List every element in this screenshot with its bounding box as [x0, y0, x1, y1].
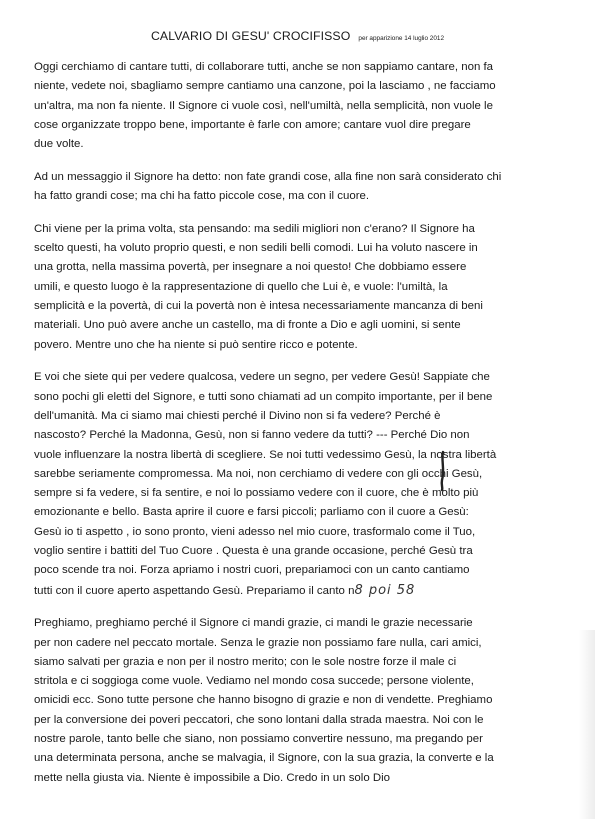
text-line: [34, 691, 569, 710]
line-text: sempre si fa vedere, si fa sentire, e noi lo possiamo vedere con il cuore, che è molto più: [34, 487, 479, 500]
text-line: [34, 297, 569, 316]
line-text: nascosto? Perché la Madonna, Gesù, non si fanno vedere da tutti? --- Perché Dio non: [34, 429, 470, 442]
text-line: [34, 258, 569, 277]
text-line: [34, 484, 569, 503]
text-line: [34, 561, 569, 580]
document-body: [34, 58, 569, 801]
line-text: scelto questi, ha voluto proprio questi, e non sedili belli comodi. Lui ha voluto nascere in: [34, 242, 478, 255]
line-text: umili, e questo luogo è la rappresentazione di quello che Lui è, e vuole: l'umiltà, la: [34, 280, 448, 293]
text-line: [34, 116, 569, 135]
line-text: dell'umanità. Ma ci siamo mai chiesti perché il Divino non si fa vedere? Perché è: [34, 409, 441, 422]
line-text: Gesù io ti aspetto , io sono pronto, vieni adesso nel mio cuore, trasformalo come il Tuo,: [34, 525, 476, 538]
text-line: [34, 168, 569, 187]
text-line: [34, 653, 569, 672]
text-line: [34, 388, 569, 407]
line-text: poco scende tra noi. Forza apriamo i nostri cuori, prepariamoci con un canto cantiamo: [34, 564, 470, 577]
line-text: una grotta, nella massima povertà, per insegnare a noi questo! Che dobbiamo essere: [34, 261, 467, 274]
line-text: un'altra, ma non fa niente. Il Signore ci vuole così, nell'umiltà, nella semplicità, non vuole le: [34, 99, 493, 112]
text-line: [34, 730, 569, 749]
text-line: [34, 316, 569, 335]
text-line: [34, 672, 569, 691]
text-line: [34, 769, 569, 788]
text-line: [34, 368, 569, 387]
line-text: nostre parole, tanto belle che siano, non possiamo convertire nessuno, ma pregando per: [34, 733, 483, 746]
text-line: [34, 58, 569, 77]
line-text: Oggi cerchiamo di cantare tutti, di collaborare tutti, anche se non sappiamo cantare, non fa: [34, 61, 494, 73]
line-text: per la conversione dei poveri peccatori, che sono lontani dalla strada maestra. Noi con le: [34, 713, 484, 726]
text-line: [34, 77, 569, 96]
handwritten-stroke-mark: [438, 450, 448, 492]
text-line: [34, 711, 569, 730]
line-text: sono pochi gli eletti del Signore, e tutti sono chiamati ad un compito importante, per il bene: [34, 390, 493, 403]
line-text: tutti con il cuore aperto aspettando Gesù. Prepariamo il canto n: [34, 584, 355, 597]
line-text: una determinata persona, anche se malvagia, il Signore, con la sua grazia, la converte e la: [34, 752, 494, 765]
page-title: CALVARIO DI GESU' CROCIFISSO: [150, 29, 351, 43]
text-line: [34, 523, 569, 542]
line-text: mette nella giusta via. Niente è impossibile a Dio. Credo in un solo Dio: [34, 771, 391, 784]
text-line: [34, 239, 569, 258]
paragraph: [34, 614, 569, 788]
line-text: per non cadere nel peccato mortale. Senza le grazie non possiamo fare nulla, cari amici,: [34, 636, 482, 649]
line-text: cose organizzate troppo bene, importante è farle con amore; cantare vuol dire pregare: [34, 118, 471, 131]
line-text: stritola e ci soggioga come vuole. Vediamo nel mondo cosa succede; persone violente,: [34, 675, 474, 688]
text-line: [34, 446, 569, 465]
text-line: [34, 135, 569, 154]
text-line: [34, 97, 569, 116]
line-text: Chi viene per la prima volta, sta pensando: ma sedili migliori non c'erano? Il Signore ha: [34, 222, 475, 235]
text-line: [34, 465, 569, 484]
text-line: [34, 220, 569, 239]
line-text: ha fatto grandi cose; ma chi ha fatto piccole cose, ma con il cuore.: [34, 190, 370, 203]
paragraph: [34, 368, 569, 601]
handwritten-note: 8 poi 58: [354, 582, 416, 598]
text-line: [34, 503, 569, 522]
header: [0, 27, 595, 45]
text-line: [34, 426, 569, 445]
line-text: omicidi ecc. Sono tutte persone che hanno bisogno di grazie e non di vendette. Preghiamo: [34, 694, 493, 707]
text-line: [34, 187, 569, 206]
line-text: Ad un messaggio il Signore ha detto: non fate grandi cose, alla fine non sarà considerato chi: [34, 170, 502, 183]
line-text: E voi che siete qui per vedere qualcosa, vedere un segno, per vedere Gesù! Sappiate che: [34, 371, 490, 384]
text-line: [34, 614, 569, 633]
text-line: [34, 278, 569, 297]
paragraph: [34, 58, 569, 154]
paragraph: [34, 168, 569, 207]
text-line: [34, 336, 569, 355]
line-text: voglio sentire i battiti del Tuo Cuore . Questa è una grande occasione, perché Gesù tra: [34, 545, 473, 557]
page-subtitle: per apparizione 14 luglio 2012: [358, 35, 445, 42]
line-text: povero. Mentre uno che ha niente si può sentire ricco e potente.: [34, 338, 358, 351]
line-text: sarebbe seriamente compromessa. Ma noi, non cerchiamo di vedere con gli occhi Gesù,: [34, 467, 483, 480]
line-text: niente, vedete noi, sbagliamo sempre cantiamo una canzone, poi la lasciamo , ne facciamo: [34, 80, 496, 93]
line-text: Preghiamo, preghiamo perché il Signore ci mandi grazie, ci mandi le grazie necessarie: [34, 617, 473, 630]
paragraph: [34, 220, 569, 355]
text-line: [34, 581, 569, 601]
page-edge-shadow: [579, 630, 595, 819]
line-text: siamo salvati per grazia e non per il nostro merito; con le sole nostre forze il male ci: [34, 655, 457, 668]
text-line: [34, 749, 569, 768]
text-line: [34, 407, 569, 426]
line-text: vuole influenzare la nostra libertà di scegliere. Se noi tutti vedessimo Gesù, la nostra libertà: [34, 448, 497, 461]
text-line: [34, 634, 569, 653]
text-line: [34, 542, 569, 561]
line-text: emozionante e bello. Basta aprire il cuore e farsi piccoli; parliamo con il cuore a Gesù:: [34, 506, 469, 519]
line-text: due volte.: [34, 138, 84, 151]
line-text: materiali. Uno può avere anche un castello, ma di fronte a Dio e agli uomini, si sente: [34, 319, 461, 332]
line-text: semplicità e la povertà, di cui la povertà non è intesa necessariamente mancanza di beni: [34, 300, 483, 313]
